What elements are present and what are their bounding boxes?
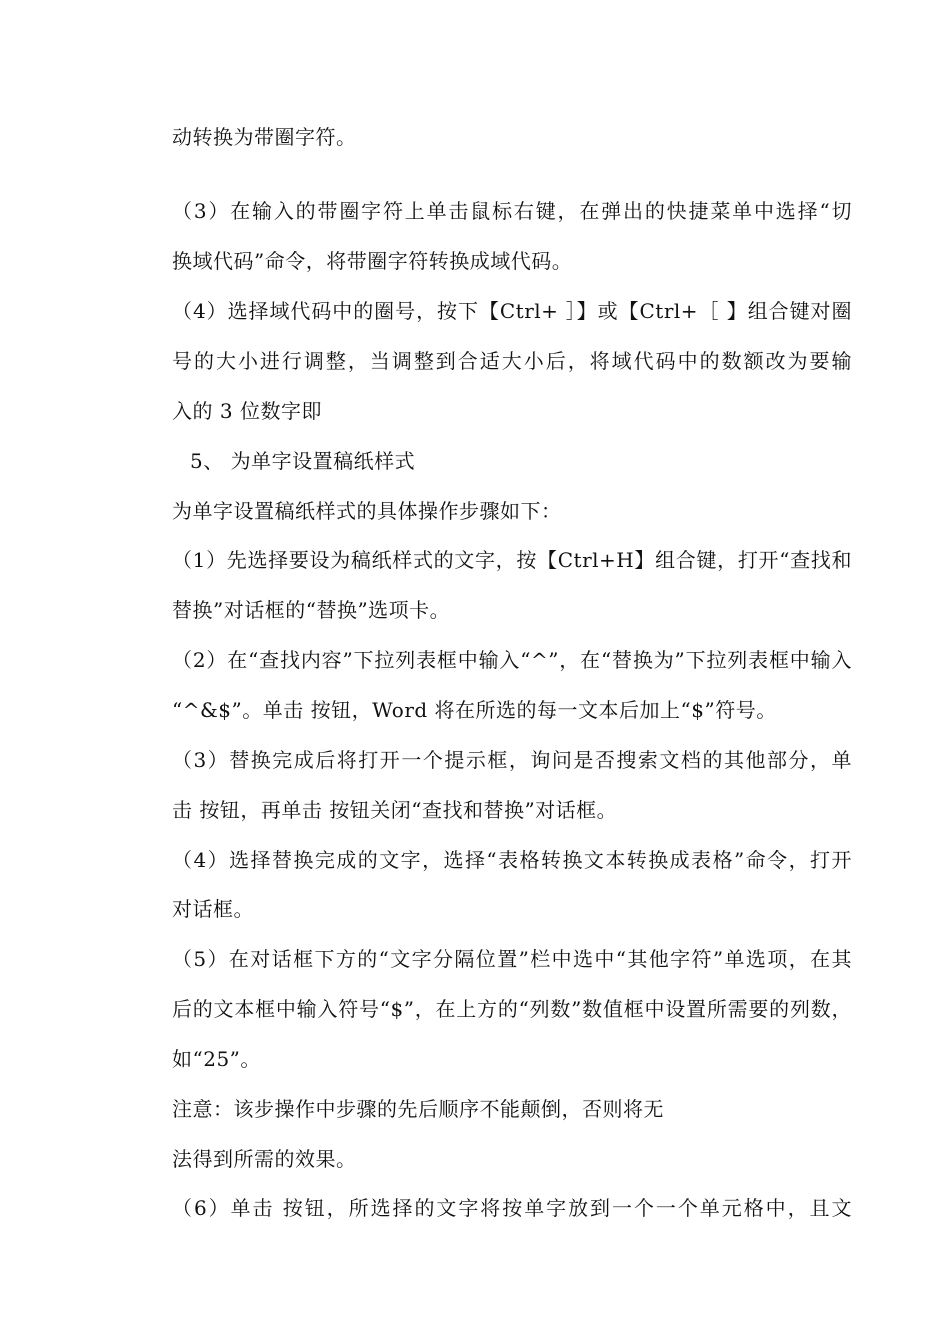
text-line: 对话框。: [172, 897, 254, 921]
text-line: （4）选择域代码中的圈号，按下【Ctrl+ ］】或【Ctrl+［ 】组合键对圈: [172, 299, 852, 323]
text-line: “^&$”。单击 按钮，Word 将在所选的每一文本后加上“$”符号。: [172, 698, 777, 722]
text-line: （1）先选择要设为稿纸样式的文字，按【Ctrl+H】组合键，打开“查找和: [172, 548, 852, 572]
text-line: （2）在“查找内容”下拉列表框中输入“^”，在“替换为”下拉列表框中输入: [172, 648, 852, 672]
text-line: （3）替换完成后将打开一个提示框，询问是否搜索文档的其他部分，单: [172, 748, 852, 772]
text-line: （3）在输入的带圈字符上单击鼠标右键，在弹出的快捷菜单中选择“切: [172, 199, 852, 223]
section-heading: 5、 为单字设置稿纸样式: [190, 449, 416, 473]
text-line: （6）单击 按钮，所选择的文字将按单字放到一个一个单元格中，且文: [172, 1196, 852, 1220]
text-line: 动转换为带圈字符。: [172, 125, 357, 149]
text-line: 为单字设置稿纸样式的具体操作步骤如下：: [172, 499, 562, 523]
text-line: （5）在对话框下方的“文字分隔位置”栏中选中“其他字符”单选项，在其: [172, 947, 852, 971]
text-line: 入的 3 位数字即: [172, 399, 322, 423]
text-line: 号的大小进行调整，当调整到合适大小后，将域代码中的数额改为要输: [172, 349, 852, 373]
text-line: 如“25”。: [172, 1047, 261, 1071]
text-line: 换域代码”命令，将带圈字符转换成域代码。: [172, 249, 573, 273]
text-line: 后的文本框中输入符号“$”，在上方的“列数”数值框中设置所需要的列数，: [172, 997, 852, 1021]
text-line: （4）选择替换完成的文字，选择“表格转换文本转换成表格”命令，打开: [172, 848, 852, 872]
note-line: 法得到所需的效果。: [172, 1147, 357, 1171]
text-line: 替换”对话框的“替换”选项卡。: [172, 598, 451, 622]
note-line: 注意：该步操作中步骤的先后顺序不能颠倒，否则将无: [172, 1097, 664, 1121]
text-line: 击 按钮，再单击 按钮关闭“查找和替换”对话框。: [172, 798, 618, 822]
